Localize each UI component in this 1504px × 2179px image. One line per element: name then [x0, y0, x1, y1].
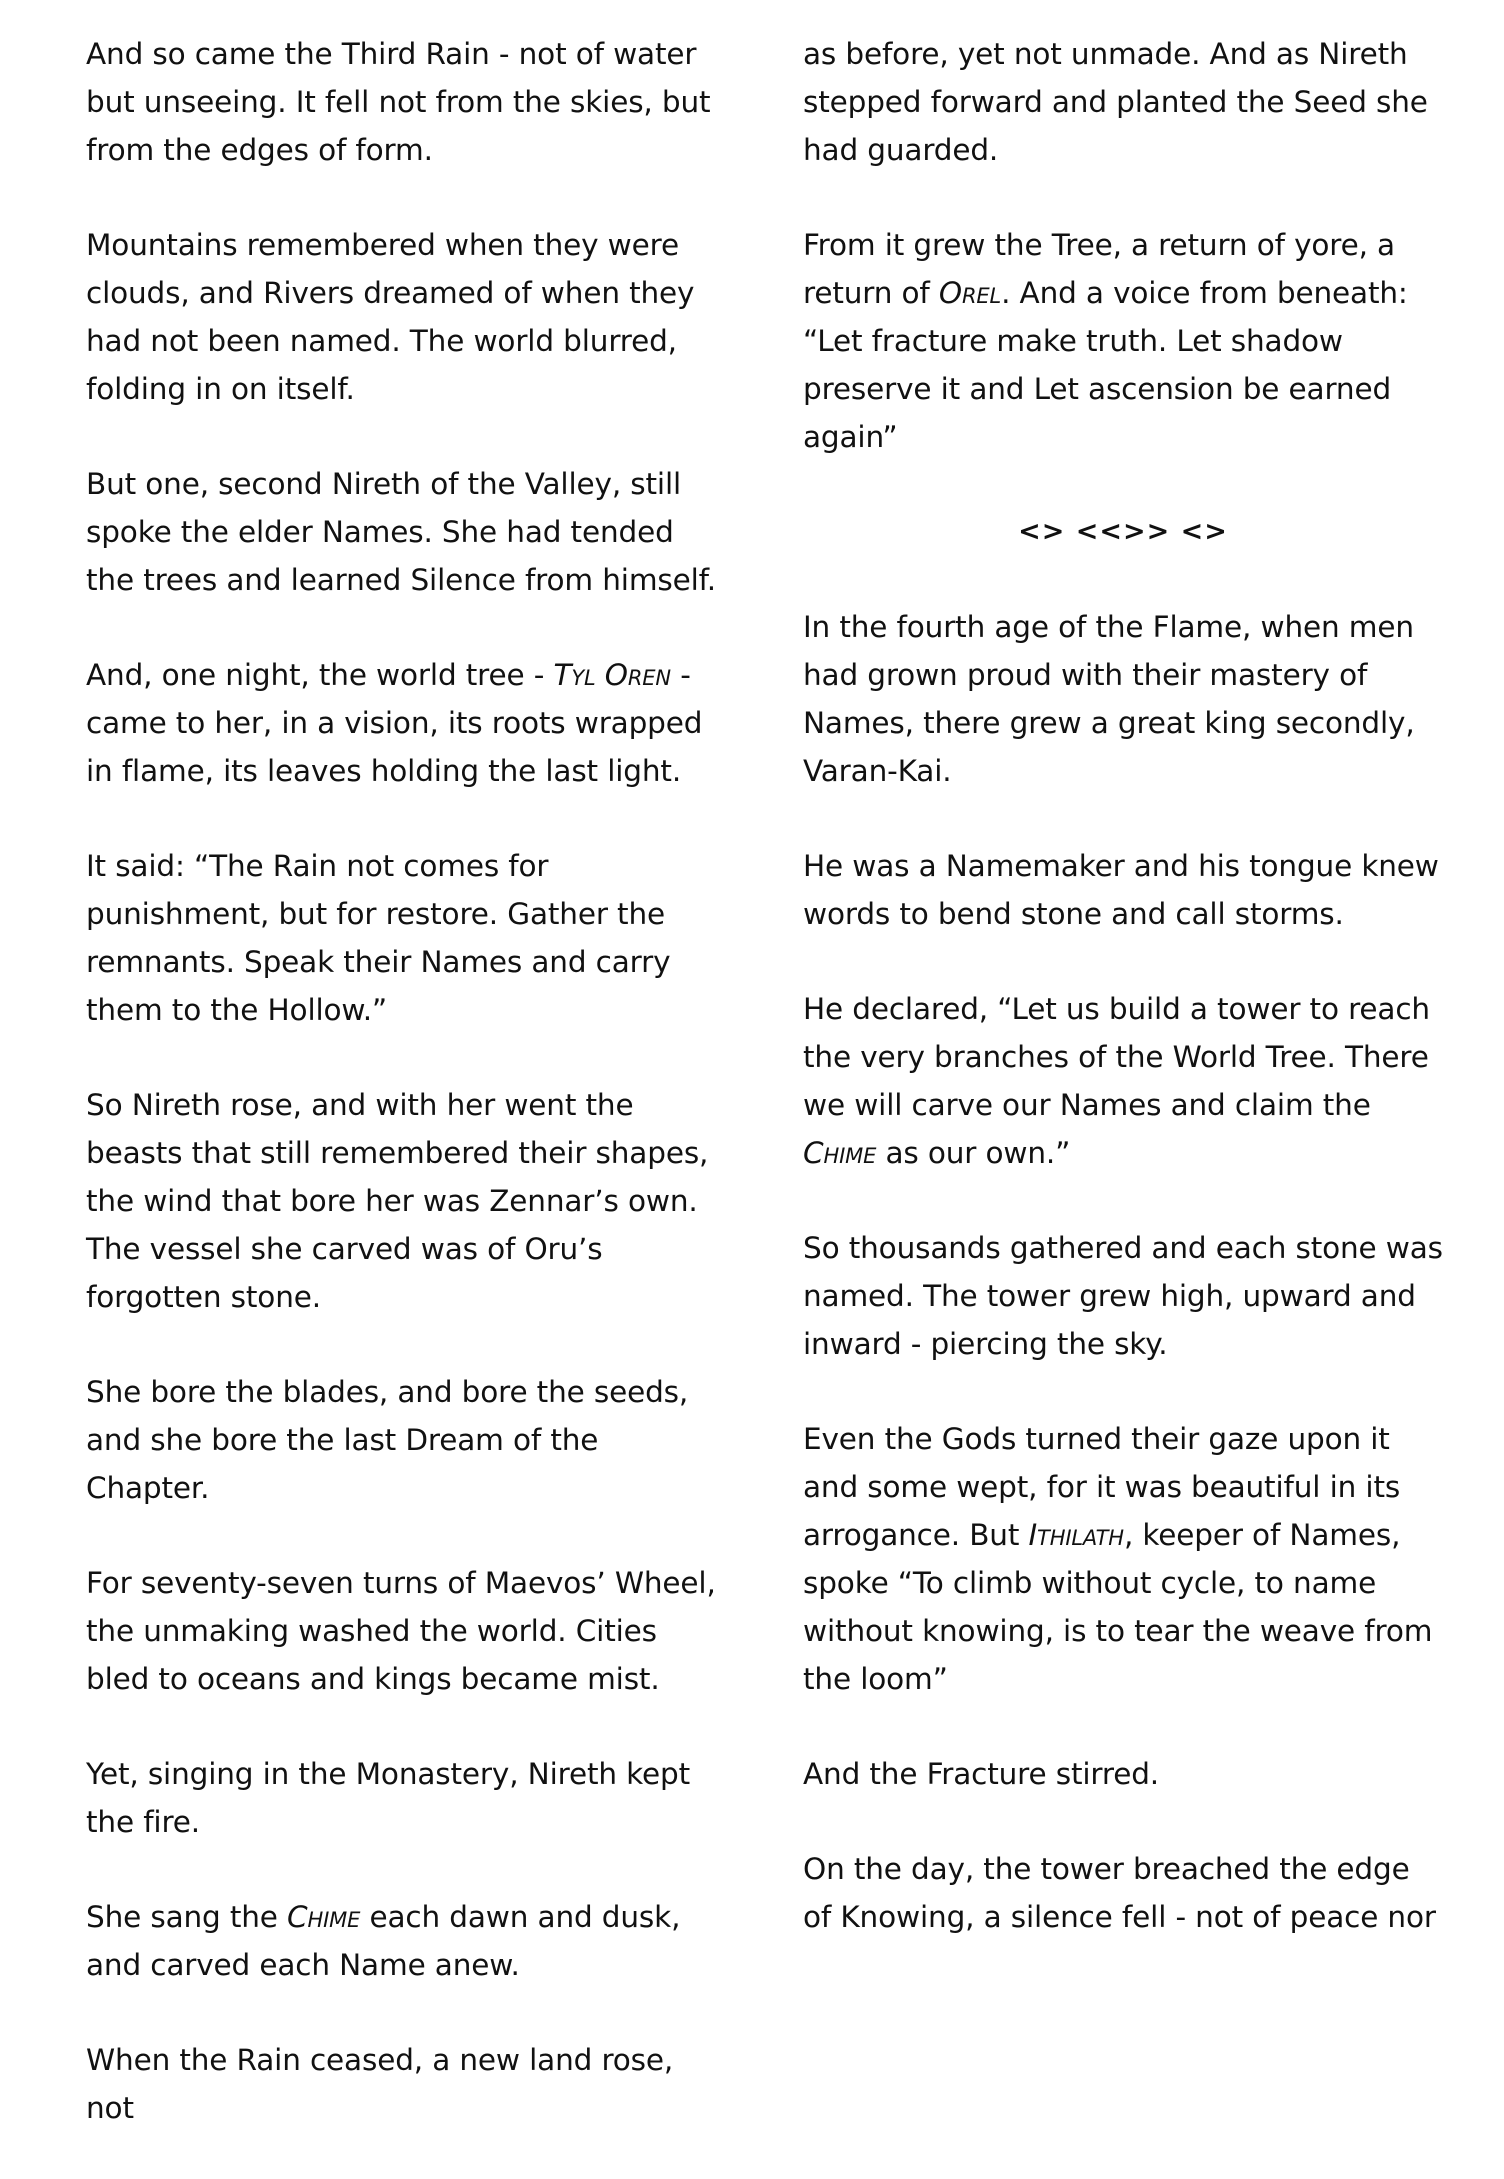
paragraph: On the day, the tower breached the edge of Knowing, a silence fell - not of peace nor	[803, 1852, 1436, 1934]
paragraph: In the fourth age of the Flame, when men had grown proud with their mastery of Names, there grew a great king secondly, Varan-Kai.	[803, 610, 1415, 788]
paragraph-text: as our own.”	[876, 1136, 1071, 1170]
paragraph	[86, 1893, 726, 1989]
paragraph: Yet, singing in the Monastery, Nireth kept the fire.	[86, 1757, 691, 1839]
paragraph-text: And, one night, the world tree -	[86, 658, 554, 692]
proper-name: Chime	[803, 1136, 877, 1170]
paragraph: He was a Namemaker and his tongue knew words to bend stone and call storms.	[803, 849, 1439, 931]
paragraph: Mountains remembered when they were clouds, and Rivers dreamed of when they had not been named. The world blurred, folding in on itself.	[86, 228, 695, 406]
paragraph-text: - came to her, in a vision, its roots wrapped in flame, its leaves holding the last light.	[86, 658, 703, 788]
paragraph: For seventy-seven turns of Maevos’ Wheel, the unmaking washed the world. Cities bled to oceans and kings became mist.	[86, 1566, 716, 1696]
proper-name: Tyl Oren	[553, 658, 671, 692]
paragraph: And so came the Third Rain - not of water but unseeing. It fell not from the skies, but from the edges of form.	[86, 37, 711, 167]
paragraph: She bore the blades, and bore the seeds, and she bore the last Dream of the Chapter.	[86, 1375, 689, 1505]
paragraph: So thousands gathered and each stone was named. The tower grew high, upward and inward - piercing the sky.	[803, 1231, 1443, 1361]
paragraph	[86, 651, 726, 795]
paragraph-text: each dawn and dusk, and carved each Name anew.	[86, 1900, 681, 1982]
proper-name: Orel	[938, 276, 1002, 310]
paragraph: But one, second Nireth of the Valley, still spoke the elder Names. She had tended the trees and learned Silence from himself.	[86, 467, 716, 597]
paragraph-text: From it grew the Tree, a return of yore, a return of	[803, 228, 1395, 310]
paragraph-text: , keeper of Names, spoke “To climb without cycle, to name without knowing, is to tear the weave from the loom”	[803, 1518, 1433, 1696]
section-divider: <> <<>> <>	[1018, 516, 1228, 547]
left-column	[86, 30, 726, 2179]
paragraph: So Nireth rose, and with her went the beasts that still remembered their shapes, the wind that bore her was Zennar’s own. The vessel she carved was of Oru’s forgotten stone.	[86, 1088, 709, 1314]
proper-name: Ithilath	[1028, 1518, 1124, 1552]
paragraph: And the Fracture stirred.	[803, 1757, 1160, 1791]
paragraph	[803, 985, 1443, 1177]
paragraph	[803, 221, 1443, 461]
paragraph	[803, 1415, 1443, 1703]
paragraph-text: He declared, “Let us build a tower to reach the very branches of the World Tree. There we will carve our Names and claim the	[803, 992, 1430, 1122]
paragraph-text: She sang the	[86, 1900, 288, 1934]
paragraph: When the Rain ceased, a new land rose, not	[86, 2043, 674, 2125]
paragraph: as before, yet not unmade. And as Nireth stepped forward and planted the Seed she had guarded.	[803, 37, 1428, 167]
paragraph-text: Even the Gods turned their gaze upon it and some wept, for it was beautiful in its arrogance. But	[803, 1422, 1401, 1552]
proper-name: Chime	[287, 1900, 361, 1934]
paragraph-text: . And a voice from beneath: “Let fracture make truth. Let shadow preserve it and Let ascension be earned again”	[803, 276, 1408, 454]
right-column	[803, 30, 1443, 1988]
paragraph: It said: “The Rain not comes for punishment, but for restore. Gather the remnants. Speak their Names and carry them to the Hollow.”	[86, 849, 671, 1027]
